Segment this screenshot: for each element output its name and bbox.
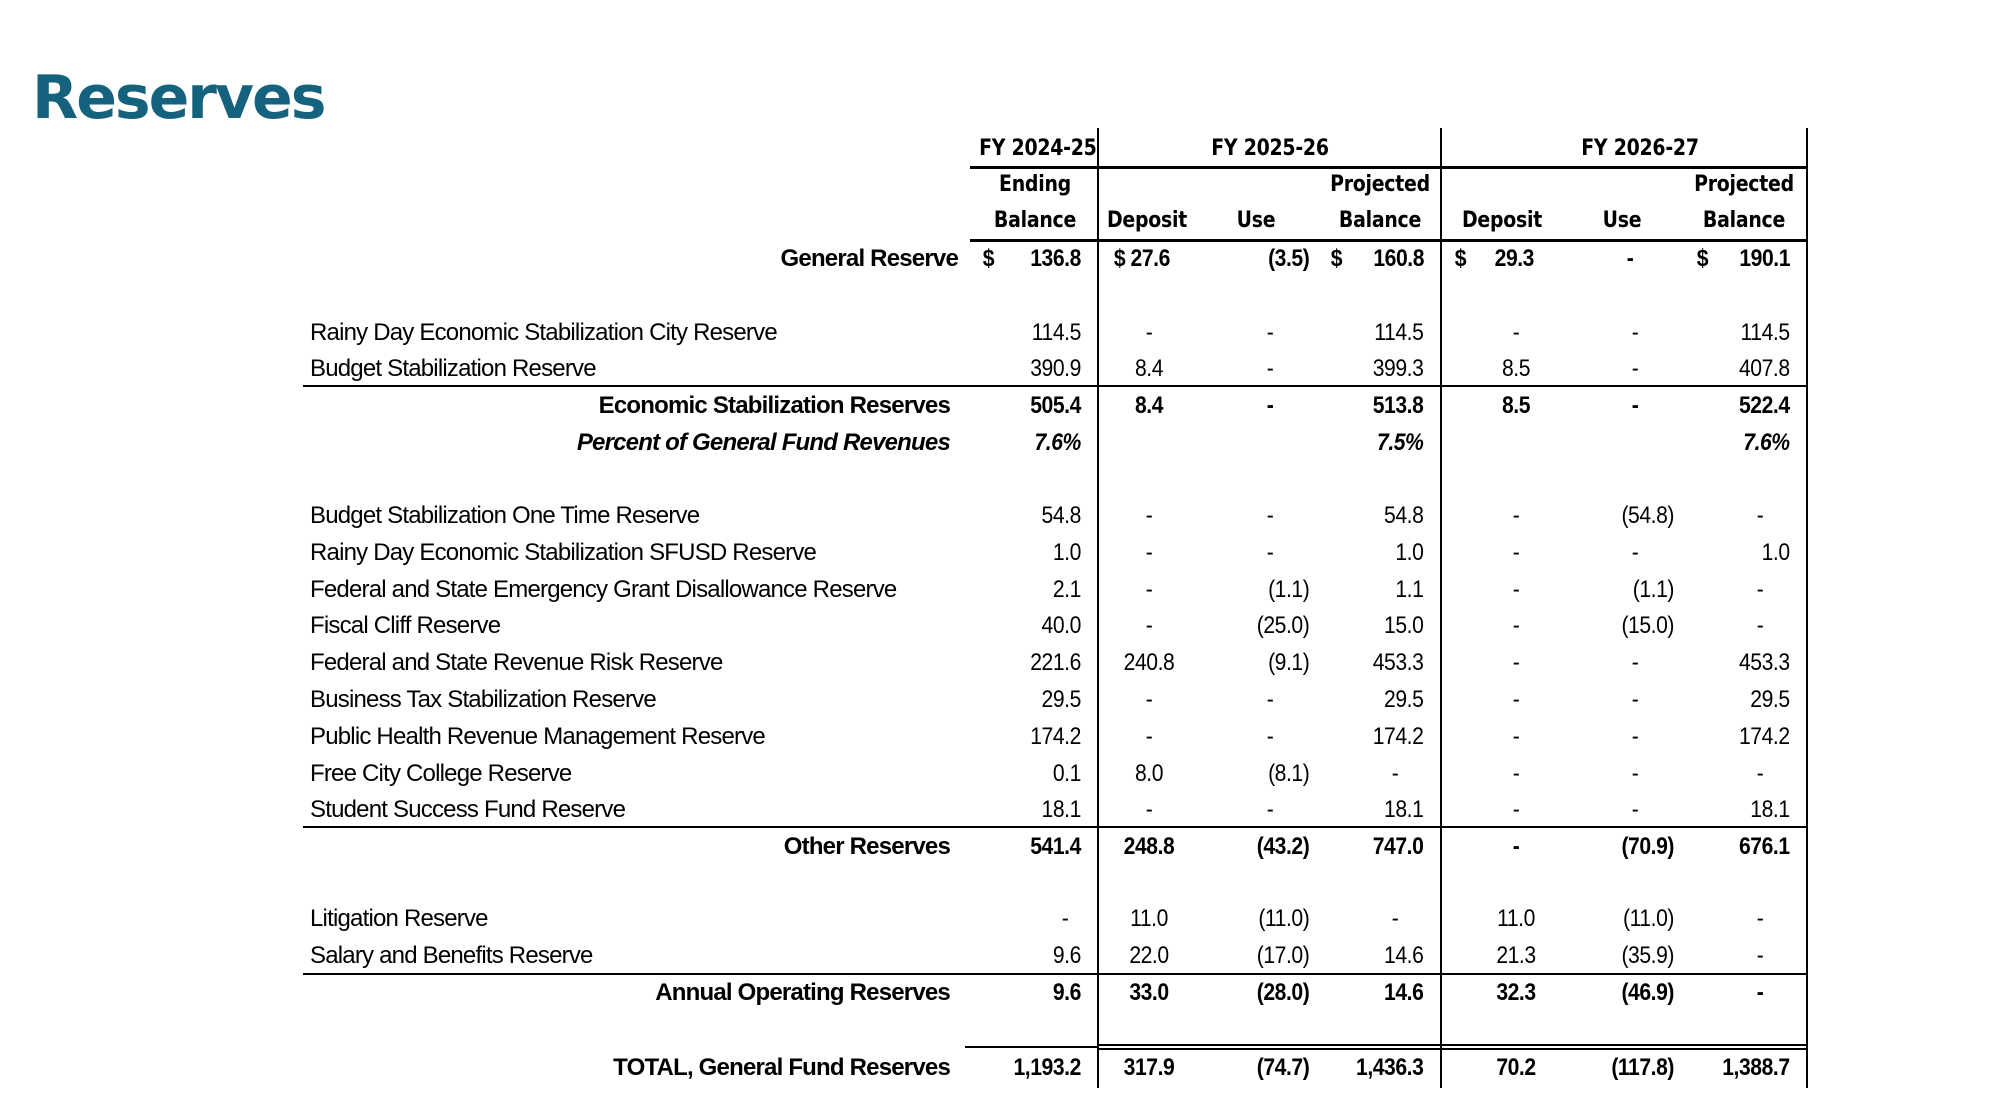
other-subtotal-label: Other Reserves (783, 833, 950, 860)
annual-row-use1: (17.0) (1256, 942, 1310, 969)
other-row-bal1: 1.1 (1395, 575, 1424, 603)
header-fy-2026-27: FY 2026-27 (1581, 136, 1699, 161)
rule-other-subtotal (303, 826, 1808, 828)
general-reserve-deposit-2: 29.3 (1494, 245, 1534, 272)
other-row-bal1: - (1391, 759, 1399, 787)
econ-row-bal2: 114.5 (1740, 319, 1790, 346)
econ-row-dep2: - (1512, 319, 1520, 346)
other-row-use1: - (1266, 502, 1274, 529)
other-row-bal1: 29.5 (1384, 686, 1424, 713)
other-row-use2: - (1631, 796, 1639, 824)
other-subtotal-dep1: 248.8 (1123, 833, 1175, 860)
other-row-bal1: 54.8 (1384, 502, 1424, 529)
other-subtotal-use2: (70.9) (1621, 833, 1674, 860)
other-row-bal2: 174.2 (1738, 722, 1790, 750)
other-row-use2: - (1631, 538, 1639, 566)
other-row-ending: 18.1 (1041, 796, 1081, 824)
econ-row-dep1: 8.4 (1134, 355, 1164, 382)
other-row-dep1: 8.0 (1134, 759, 1164, 787)
other-subtotal-bal2: 676.1 (1738, 833, 1790, 860)
annual-row-ending: - (1061, 905, 1069, 932)
econ-subtotal-bal1: 513.8 (1372, 392, 1424, 419)
annual-row-dep1: 11.0 (1130, 905, 1168, 932)
currency-symbol: $ (1454, 245, 1467, 272)
econ-row-bal2: 407.8 (1738, 355, 1790, 382)
divider-right (1806, 128, 1808, 1088)
other-row-bal2: 1.0 (1761, 538, 1790, 566)
other-row-bal2: - (1756, 575, 1764, 603)
other-row-dep2: - (1512, 649, 1520, 677)
other-row-use1: (1.1) (1268, 575, 1310, 603)
econ-row-dep1: - (1145, 319, 1153, 346)
annual-subtotal-use1: (28.0) (1256, 979, 1310, 1006)
other-row-bal1: 15.0 (1384, 612, 1424, 640)
other-row-label: Fiscal Cliff Reserve (310, 612, 501, 640)
other-row-bal2: - (1756, 502, 1764, 529)
other-row-dep2: - (1512, 796, 1520, 824)
page-title: Reserves (32, 63, 325, 133)
other-row-bal2: 29.5 (1750, 686, 1790, 713)
annual-row-use2: (35.9) (1621, 942, 1674, 969)
annual-row-dep1: 22.0 (1129, 942, 1169, 969)
other-row-label: Budget Stabilization One Time Reserve (310, 502, 700, 529)
grand-total-bal1: 1,436.3 (1356, 1054, 1424, 1081)
other-subtotal-use1: (43.2) (1256, 833, 1310, 860)
other-row-label: Federal and State Emergency Grant Disallowance Reserve (310, 575, 897, 603)
currency-symbol: $ (1330, 245, 1343, 272)
divider-fy2025 (1097, 128, 1099, 1088)
other-row-bal2: - (1756, 612, 1764, 640)
other-row-use2: - (1631, 649, 1639, 677)
general-reserve-ending: 136.8 (1030, 245, 1081, 272)
econ-subtotal-use1: - (1266, 392, 1274, 419)
other-row-label: Free City College Reserve (310, 759, 572, 787)
econ-row-use2: - (1631, 319, 1639, 346)
grand-total-label: TOTAL, General Fund Reserves (613, 1054, 950, 1081)
grand-total-use2: (117.8) (1611, 1054, 1674, 1081)
other-row-use1: - (1266, 722, 1274, 750)
other-row-use1: (8.1) (1268, 759, 1310, 787)
other-row-dep1: - (1145, 612, 1153, 640)
econ-row-label: Budget Stabilization Reserve (310, 355, 596, 382)
other-row-dep1: 240.8 (1123, 649, 1175, 677)
econ-subtotal-use2: - (1631, 392, 1639, 419)
annual-subtotal-dep1: 33.0 (1129, 979, 1169, 1006)
other-row-bal1: 1.0 (1395, 538, 1424, 566)
econ-subtotal-dep1: 8.4 (1134, 392, 1164, 419)
general-reserve-use-1: (3.5) (1268, 245, 1310, 272)
other-row-bal1: 174.2 (1372, 722, 1424, 750)
header-fy-2025-26: FY 2025-26 (1211, 136, 1329, 161)
rule-col-header (970, 239, 1808, 242)
other-row-label: Federal and State Revenue Risk Reserve (310, 649, 723, 677)
econ-row-label: Rainy Day Economic Stabilization City Reserve (310, 319, 777, 346)
other-row-bal2: - (1756, 759, 1764, 787)
header-use-1: Use (1236, 208, 1276, 233)
other-row-ending: 174.2 (1030, 722, 1081, 750)
rule-total-ending (965, 1046, 1097, 1048)
other-row-ending: 54.8 (1041, 502, 1081, 529)
econ-row-ending: 114.5 (1031, 319, 1081, 346)
currency-symbol: $ (982, 245, 995, 272)
rule-total-double (1099, 1044, 1806, 1050)
header-projected-2: Projected (1694, 172, 1794, 197)
header-deposit-2: Deposit (1461, 208, 1543, 233)
other-row-use1: (25.0) (1256, 612, 1310, 640)
other-row-dep2: - (1512, 686, 1520, 713)
percent-row-bal1: 7.5% (1377, 429, 1424, 456)
other-row-dep1: - (1145, 538, 1153, 566)
other-row-bal1: 453.3 (1372, 649, 1424, 677)
divider-fy2026 (1440, 128, 1442, 1088)
grand-total-use1: (74.7) (1256, 1054, 1310, 1081)
header-balance: Balance (993, 208, 1077, 233)
other-row-ending: 2.1 (1052, 575, 1081, 603)
other-row-dep1: - (1145, 686, 1153, 713)
header-balance-2: Balance (1702, 208, 1786, 233)
other-row-dep2: - (1512, 612, 1520, 640)
econ-row-dep2: 8.5 (1501, 355, 1531, 382)
other-subtotal-ending: 541.4 (1030, 833, 1081, 860)
other-row-use1: (9.1) (1268, 649, 1310, 677)
other-row-bal1: 18.1 (1384, 796, 1424, 824)
grand-total-dep1: 317.9 (1123, 1054, 1175, 1081)
econ-row-bal1: 399.3 (1372, 355, 1424, 382)
other-row-dep2: - (1512, 538, 1520, 566)
econ-row-ending: 390.9 (1030, 355, 1081, 382)
grand-total-bal2: 1,388.7 (1722, 1054, 1790, 1081)
annual-subtotal-ending: 9.6 (1052, 979, 1081, 1006)
econ-row-use1: - (1266, 355, 1274, 382)
econ-subtotal-label: Economic Stabilization Reserves (598, 392, 950, 419)
other-row-label: Business Tax Stabilization Reserve (310, 686, 656, 713)
other-row-use2: (54.8) (1621, 502, 1674, 529)
other-row-dep1: - (1145, 575, 1153, 603)
grand-total-dep2: 70.2 (1496, 1054, 1536, 1081)
general-reserve-use-2: - (1626, 245, 1634, 272)
annual-row-ending: 9.6 (1052, 942, 1081, 969)
percent-row-label: Percent of General Fund Revenues (576, 429, 950, 456)
other-row-dep1: - (1145, 502, 1153, 529)
header-ending: Ending (999, 172, 1071, 197)
grand-total-ending: 1,193.2 (1013, 1054, 1081, 1081)
other-row-dep2: - (1512, 759, 1520, 787)
other-row-use1: - (1266, 686, 1274, 713)
annual-row-dep2: 21.3 (1496, 942, 1536, 969)
other-row-use1: - (1266, 538, 1274, 566)
rule-fy-header (970, 166, 1808, 169)
other-row-label: Public Health Revenue Management Reserve (310, 722, 765, 750)
econ-row-bal1: 114.5 (1374, 319, 1424, 346)
econ-subtotal-dep2: 8.5 (1501, 392, 1531, 419)
currency-symbol: $ (1696, 245, 1709, 272)
other-row-bal2: 18.1 (1750, 796, 1790, 824)
general-reserve-balance-2: 190.1 (1739, 245, 1790, 272)
annual-row-dep2: 11.0 (1497, 905, 1535, 932)
other-row-ending: 40.0 (1041, 612, 1081, 640)
annual-subtotal-bal2: - (1756, 979, 1764, 1006)
other-row-dep2: - (1512, 502, 1520, 529)
annual-row-label: Salary and Benefits Reserve (310, 942, 593, 969)
other-row-dep2: - (1512, 575, 1520, 603)
header-use-2: Use (1602, 208, 1642, 233)
other-row-dep1: - (1145, 796, 1153, 824)
other-row-use2: - (1631, 686, 1639, 713)
other-row-ending: 29.5 (1041, 686, 1081, 713)
annual-row-bal1: - (1391, 905, 1399, 932)
econ-row-use1: - (1266, 319, 1274, 346)
annual-subtotal-dep2: 32.3 (1496, 979, 1536, 1006)
percent-row-ending: 7.6% (1034, 429, 1081, 456)
annual-row-use1: (11.0) (1258, 905, 1310, 932)
percent-row-bal2: 7.6% (1743, 429, 1790, 456)
rule-annual-subtotal (303, 973, 1808, 975)
annual-row-bal2: - (1756, 942, 1764, 969)
annual-subtotal-use2: (46.9) (1621, 979, 1674, 1006)
econ-row-use2: - (1631, 355, 1639, 382)
other-row-ending: 1.0 (1052, 538, 1081, 566)
annual-subtotal-label: Annual Operating Reserves (655, 979, 950, 1006)
other-subtotal-dep2: - (1512, 833, 1520, 860)
annual-row-bal1: 14.6 (1384, 942, 1424, 969)
other-row-use2: - (1631, 722, 1639, 750)
other-row-ending: 221.6 (1030, 649, 1081, 677)
other-row-dep1: - (1145, 722, 1153, 750)
header-fy-2024-25: FY 2024-25 (979, 136, 1097, 161)
other-row-label: Student Success Fund Reserve (310, 796, 626, 824)
annual-row-use2: (11.0) (1623, 905, 1674, 932)
other-row-dep2: - (1512, 722, 1520, 750)
econ-subtotal-ending: 505.4 (1030, 392, 1081, 419)
annual-row-label: Litigation Reserve (310, 905, 488, 932)
econ-subtotal-bal2: 522.4 (1738, 392, 1790, 419)
other-row-use2: (15.0) (1621, 612, 1674, 640)
annual-subtotal-bal1: 14.6 (1384, 979, 1424, 1006)
header-balance-1: Balance (1338, 208, 1422, 233)
other-row-bal2: 453.3 (1738, 649, 1790, 677)
other-row-label: Rainy Day Economic Stabilization SFUSD Reserve (310, 538, 817, 566)
other-subtotal-bal1: 747.0 (1372, 833, 1424, 860)
annual-row-bal2: - (1756, 905, 1764, 932)
header-projected-1: Projected (1330, 172, 1430, 197)
header-deposit-1: Deposit (1106, 208, 1188, 233)
other-row-use1: - (1266, 796, 1274, 824)
other-row-use2: (1.1) (1632, 575, 1674, 603)
general-reserve-deposit-1: $ 27.6 (1113, 245, 1170, 272)
other-row-ending: 0.1 (1052, 759, 1081, 787)
other-row-use2: - (1631, 759, 1639, 787)
rule-econ-subtotal (303, 385, 1808, 387)
general-reserve-label: General Reserve (780, 245, 958, 272)
general-reserve-balance-1: 160.8 (1373, 245, 1424, 272)
